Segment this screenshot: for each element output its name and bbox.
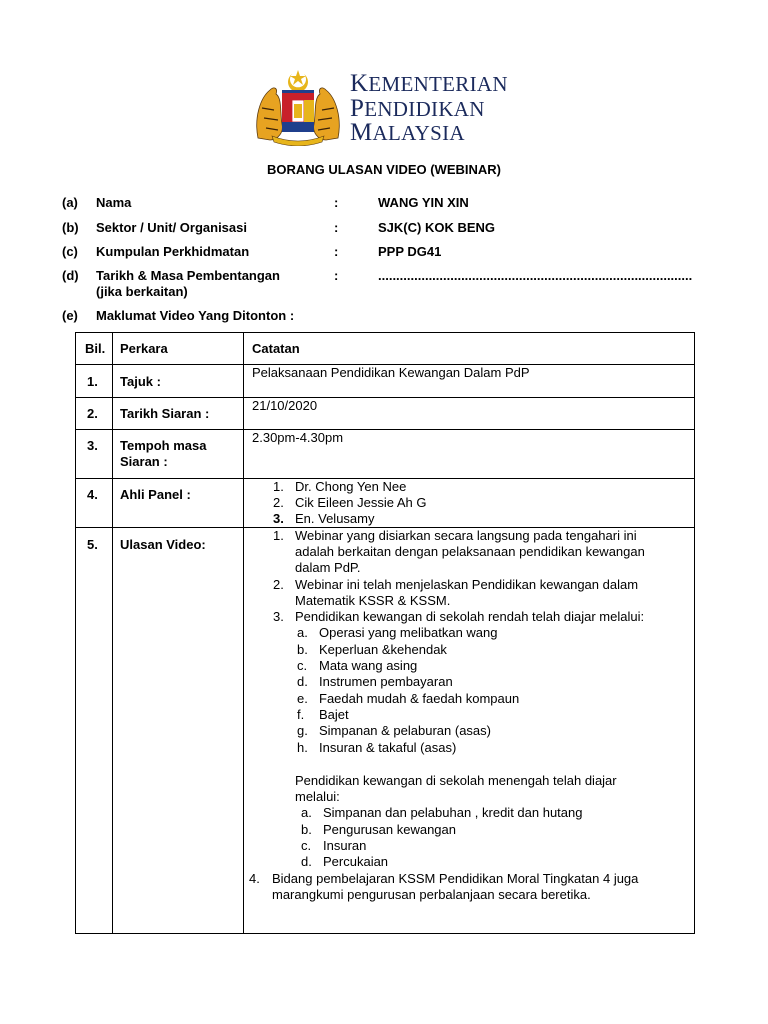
- list-marker: b.: [301, 822, 312, 837]
- list-item: Percukaian: [323, 854, 389, 869]
- list-marker: b.: [297, 642, 308, 657]
- list-marker: c.: [301, 838, 312, 853]
- list-marker: a.: [301, 805, 312, 820]
- list-item: Insuran: [323, 838, 367, 853]
- row-item: Tajuk :: [120, 374, 161, 389]
- list-marker: 2.: [273, 577, 284, 592]
- list-item: Bidang pembelajaran KSSM Pendidikan Moral Tingkatan 4 juga: [272, 871, 639, 886]
- list-item: Faedah mudah & faedah kompaun: [319, 691, 520, 706]
- header-catatan: Catatan: [252, 341, 300, 356]
- row-notes: 2.30pm-4.30pm: [252, 430, 344, 445]
- list-item: Instrumen pembayaran: [319, 674, 453, 689]
- list-marker: a.: [297, 625, 308, 640]
- field-value: SJK(C) KOK BENG: [378, 220, 496, 235]
- field-label: Maklumat Video Yang Ditonton :: [96, 308, 295, 323]
- list-marker: 3.: [273, 609, 284, 624]
- field-code: (a): [62, 195, 78, 210]
- ministry-name-line3: MALAYSIA: [350, 119, 465, 146]
- field-label: Kumpulan Perkhidmatan: [96, 244, 250, 259]
- list-item: Operasi yang melibatkan wang: [319, 625, 498, 640]
- list-marker: 4.: [249, 871, 260, 886]
- list-item: Simpanan dan pelabuhan , kredit dan hutang: [323, 805, 583, 820]
- list-item: Cik Eileen Jessie Ah G: [295, 495, 427, 510]
- row-item: Ahli Panel :: [120, 487, 191, 502]
- list-marker: f.: [297, 707, 305, 722]
- ministry-name-line1: KEMENTERIAN: [350, 70, 508, 97]
- coat-of-arms-icon: [252, 68, 344, 146]
- field-value: PPP DG41: [378, 244, 442, 259]
- list-marker: 3.: [273, 511, 284, 526]
- row-number: 5.: [87, 537, 98, 552]
- list-marker: 1.: [273, 528, 284, 543]
- row-item: Tarikh Siaran :: [120, 406, 210, 421]
- list-marker: e.: [297, 691, 308, 706]
- list-item: En. Velusamy: [295, 511, 375, 526]
- list-item: dalam PdP.: [295, 560, 361, 575]
- ministry-name: [350, 72, 508, 146]
- list-item: melalui:: [295, 789, 340, 804]
- list-marker: g.: [297, 723, 308, 738]
- list-item: Insuran & takaful (asas): [319, 740, 457, 755]
- field-label: Sektor / Unit/ Organisasi: [96, 220, 247, 235]
- field-code: (d): [62, 268, 79, 283]
- list-item: Matematik KSSR & KSSM.: [295, 593, 451, 608]
- list-item: Keperluan &kehendak: [319, 642, 447, 657]
- row-number: 1.: [87, 374, 98, 389]
- list-marker: 1.: [273, 479, 284, 494]
- field-colon: :: [334, 220, 339, 235]
- field-colon: :: [334, 195, 339, 210]
- list-item: Webinar ini telah menjelaskan Pendidikan kewangan dalam: [295, 577, 639, 592]
- video-info-table: [75, 332, 695, 934]
- ministry-name-line2: PENDIDIKAN: [350, 94, 485, 122]
- row-item: Tempoh masa Siaran :: [120, 438, 207, 470]
- row-notes: Pelaksanaan Pendidikan Kewangan Dalam PdP: [252, 365, 530, 380]
- list-item: Pengurusan kewangan: [323, 822, 456, 837]
- header-perkara: Perkara: [120, 341, 168, 356]
- list-marker: d.: [297, 674, 308, 689]
- header-bil: Bil.: [85, 341, 106, 356]
- field-code: (b): [62, 220, 79, 235]
- list-item: marangkumi pengurusan perbalanjaan secara beretika.: [272, 887, 591, 902]
- list-item: Bajet: [319, 707, 349, 722]
- list-marker: 2.: [273, 495, 284, 510]
- row-number: 4.: [87, 487, 98, 502]
- ministry-logo: [252, 68, 542, 146]
- row-notes: 21/10/2020: [252, 398, 318, 413]
- field-colon: :: [334, 244, 339, 259]
- field-label: Nama: [96, 195, 132, 210]
- list-item: Pendidikan kewangan di sekolah rendah telah diajar melalui:: [295, 609, 645, 624]
- field-value: .......................................................................................: [378, 268, 693, 283]
- list-item: Simpanan & pelaburan (asas): [319, 723, 491, 738]
- list-item: adalah berkaitan dengan pelaksanaan pendidikan kewangan: [295, 544, 645, 559]
- row-number: 3.: [87, 438, 98, 453]
- list-item: Pendidikan kewangan di sekolah menengah telah diajar: [295, 773, 617, 788]
- list-marker: c.: [297, 658, 308, 673]
- row-item: Ulasan Video:: [120, 537, 206, 552]
- list-marker: h.: [297, 740, 308, 755]
- list-marker: d.: [301, 854, 312, 869]
- field-label: Tarikh & Masa Pembentangan (jika berkaitan): [96, 268, 280, 299]
- field-colon: :: [334, 268, 339, 283]
- field-code: (e): [62, 308, 78, 323]
- row-number: 2.: [87, 406, 98, 421]
- list-item: Dr. Chong Yen Nee: [295, 479, 407, 494]
- form-title: BORANG ULASAN VIDEO (WEBINAR): [267, 162, 501, 177]
- list-item: Webinar yang disiarkan secara langsung pada tengahari ini: [295, 528, 637, 543]
- field-code: (c): [62, 244, 78, 259]
- list-item: Mata wang asing: [319, 658, 418, 673]
- field-value: WANG YIN XIN: [378, 195, 469, 210]
